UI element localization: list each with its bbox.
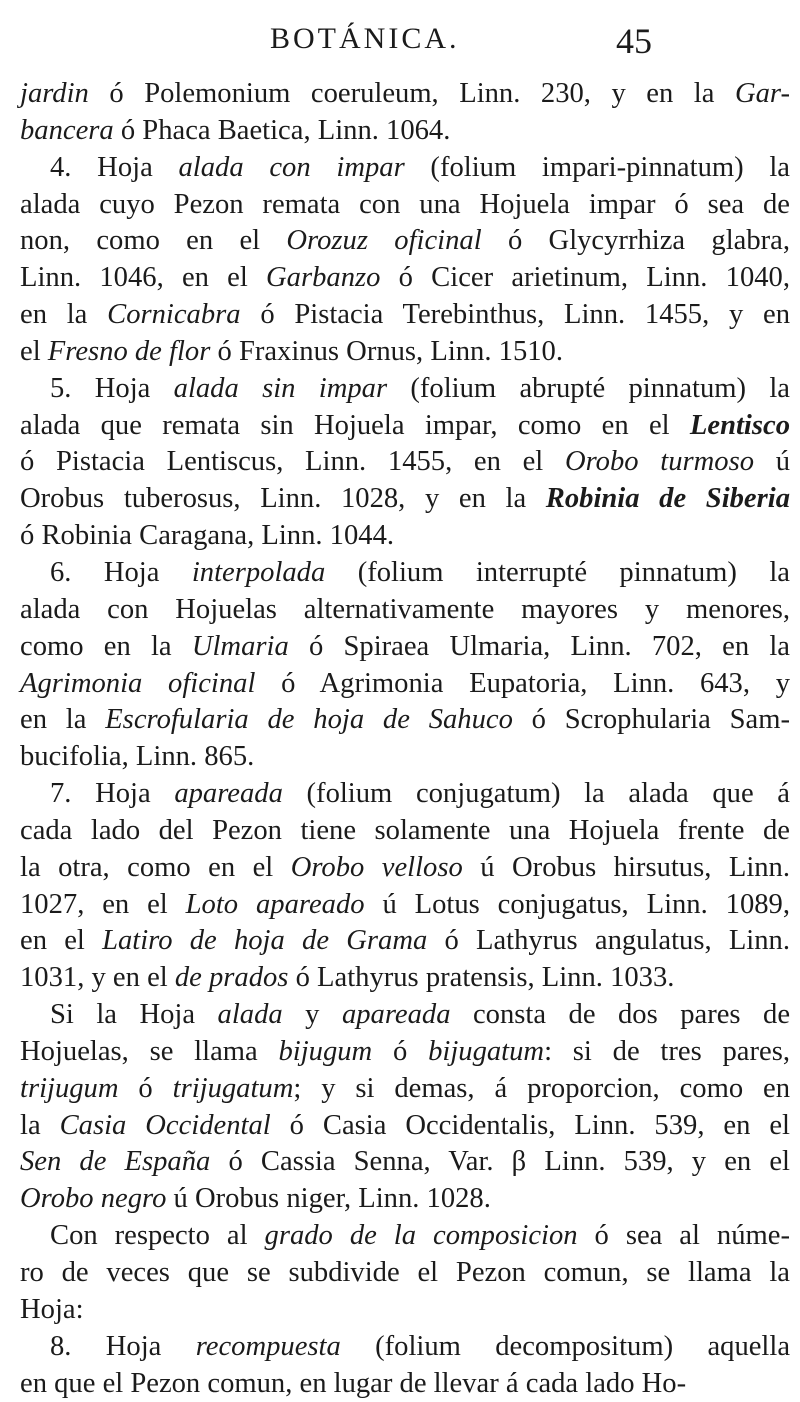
text-run: ó Casia Occidentalis, Linn. 539, en el <box>270 1109 790 1141</box>
text-line <box>20 923 790 960</box>
text-run: ú Orobus niger, Linn. 1028. <box>166 1183 491 1215</box>
book-page <box>20 22 790 1402</box>
text-run: como en la <box>20 630 192 662</box>
text-line <box>20 997 790 1034</box>
text-run: ó Agrimonia Eupatoria, Linn. 643, y <box>255 667 791 699</box>
text-run: 5. Hoja <box>50 372 174 404</box>
botanical-term: bijugum <box>278 1035 373 1067</box>
text-run: Con respecto al <box>50 1220 265 1252</box>
text-run: ú <box>754 446 790 478</box>
text-line <box>20 334 790 371</box>
text-line <box>20 297 790 334</box>
text-line <box>20 1218 790 1255</box>
text-line <box>20 444 790 481</box>
botanical-term: Loto apareado <box>185 888 365 920</box>
text-line <box>20 813 790 850</box>
botanical-term: Orobo negro <box>20 1183 167 1215</box>
text-run: ó <box>118 1072 173 1104</box>
text-run: 7. Hoja <box>50 778 175 810</box>
botanical-term: Orobo velloso <box>290 851 463 883</box>
text-run: cada lado del Pezon tiene solamente una Hojuela frente de <box>20 814 790 846</box>
text-line <box>20 1329 790 1366</box>
text-line <box>20 1255 790 1292</box>
text-run: (folium conjugatum) la alada que á <box>282 778 790 810</box>
text-line <box>20 776 790 813</box>
botanical-term: Cornicabra <box>107 299 241 331</box>
text-run: en la <box>20 299 108 331</box>
botanical-term: alada <box>217 999 283 1031</box>
text-run: en el <box>20 925 103 957</box>
text-run: ó Fraxinus Ornus, Linn. 1510. <box>210 335 563 367</box>
text-run: 8. Hoja <box>50 1330 196 1362</box>
text-run: ó Pistacia Terebinthus, Linn. 1455, y en <box>240 299 791 331</box>
text-line <box>20 887 790 924</box>
text-run: (folium decompositum) aquella <box>340 1330 791 1362</box>
botanical-term: jardin <box>20 78 89 109</box>
body-text <box>20 76 790 1402</box>
text-line <box>20 1366 790 1402</box>
text-run: (folium interrupté pinnatum) la <box>325 556 790 588</box>
botanical-term: Gar- <box>734 78 790 109</box>
text-run: ó <box>372 1035 429 1067</box>
running-head <box>20 22 790 76</box>
text-run: ú Orobus hirsutus, Linn. <box>462 851 791 883</box>
botanical-term: Latiro de hoja de Grama <box>102 925 428 957</box>
text-line <box>20 960 790 997</box>
text-run: ú Lotus conjugatus, Linn. 1089, <box>364 888 790 920</box>
text-run: 1031, y en el <box>20 962 175 994</box>
text-line <box>20 702 790 739</box>
text-run: 6. Hoja <box>50 556 192 588</box>
text-line <box>20 1144 790 1181</box>
text-run: ó Spiraea Ulmaria, Linn. 702, en la <box>288 630 790 662</box>
text-run: alada con Hojuelas alternativamente mayores y menores, <box>20 593 790 625</box>
text-line <box>20 555 790 592</box>
text-run: ó Lathyrus angulatus, Linn. <box>427 925 790 957</box>
text-run: non, como en el <box>20 225 287 257</box>
text-line <box>20 408 790 445</box>
botanical-term: Lentisco <box>689 409 790 441</box>
text-run: ó Polemonium coeruleum, Linn. 230, y en la <box>88 78 735 109</box>
botanical-term: trijugatum <box>172 1072 294 1104</box>
text-run: alada que remata sin Hojuela impar, como en el <box>20 409 690 441</box>
text-run: 1027, en el <box>20 888 186 920</box>
botanical-term: bijugatum <box>428 1035 545 1067</box>
botanical-term: Fresno de flor <box>47 335 211 367</box>
page-number: 45 <box>616 21 652 61</box>
botanical-term: interpolada <box>191 556 326 588</box>
text-run: ó sea al núme- <box>577 1220 790 1252</box>
text-run: ; y si demas, á proporcion, como en <box>293 1072 791 1104</box>
botanical-term: Garbanzo <box>266 262 381 294</box>
text-run: Linn. 1046, en el <box>20 262 267 294</box>
botanical-term: Escrofularia de hoja de Sahuco <box>105 704 513 736</box>
running-title: BOTÁNICA. <box>270 22 460 55</box>
text-run: ó Phaca Baetica, Linn. 1064. <box>113 114 451 146</box>
botanical-term: de prados <box>174 962 289 994</box>
text-run: (folium abrupté pinnatum) la <box>387 372 790 404</box>
text-line <box>20 150 790 187</box>
text-run: ro de veces que se subdivide el Pezon comun, se llama la <box>20 1257 790 1288</box>
text-run: ó Lathyrus pratensis, Linn. 1033. <box>288 962 675 994</box>
botanical-term: Sen de España <box>20 1146 211 1178</box>
botanical-term: Orozuz oficinal <box>286 225 482 257</box>
text-line <box>20 187 790 224</box>
text-run: ó Cicer arietinum, Linn. 1040, <box>380 262 790 294</box>
text-run: 4. Hoja <box>50 151 179 183</box>
botanical-term: apareada <box>174 778 283 810</box>
botanical-term: recompuesta <box>195 1330 341 1362</box>
text-run: Si la Hoja <box>50 999 218 1031</box>
text-line <box>20 629 790 666</box>
botanical-term: apareada <box>341 999 451 1031</box>
text-run: ó Robinia Caragana, Linn. 1044. <box>20 520 395 552</box>
text-line <box>20 592 790 629</box>
text-line <box>20 371 790 408</box>
text-run: la otra, como en el <box>20 851 291 883</box>
text-run: Hojuelas, se llama <box>20 1035 279 1067</box>
text-run: Orobus tuberosus, Linn. 1028, y en la <box>20 483 546 515</box>
text-run: : si de tres pares, <box>544 1035 790 1067</box>
text-line <box>20 260 790 297</box>
text-line <box>20 1071 790 1108</box>
text-run: y <box>282 999 342 1031</box>
text-line <box>20 1292 790 1329</box>
text-run: Hoja: <box>20 1293 84 1325</box>
botanical-term: Robinia de Siberia <box>545 483 790 515</box>
text-line <box>20 739 790 776</box>
text-line <box>20 850 790 887</box>
text-line <box>20 481 790 518</box>
text-line <box>20 76 790 113</box>
text-run: consta de dos pares de <box>450 999 791 1031</box>
text-line <box>20 1108 790 1145</box>
text-run: la <box>20 1109 60 1141</box>
text-run: bucifolia, Linn. 865. <box>20 741 255 773</box>
text-run: (folium impari-pinnatum) la <box>404 151 790 183</box>
text-run: en la <box>20 704 106 736</box>
botanical-term: alada sin impar <box>173 372 388 404</box>
botanical-term: Ulmaria <box>191 630 289 662</box>
text-line <box>20 666 790 703</box>
text-run: ó Scrophularia Sam- <box>512 704 790 736</box>
text-run: el <box>20 335 48 367</box>
botanical-term: Casia Occidental <box>59 1109 271 1141</box>
text-line <box>20 1034 790 1071</box>
botanical-term: alada con impar <box>178 151 405 183</box>
botanical-term: Agrimonia oficinal <box>20 667 256 699</box>
text-run: ó Glycyrrhiza glabra, <box>481 225 790 257</box>
text-run: ó Cassia Senna, Var. β Linn. 539, y en el <box>210 1146 790 1178</box>
botanical-term: trijugum <box>20 1072 119 1104</box>
text-line <box>20 223 790 260</box>
botanical-term: Orobo turmoso <box>564 446 754 478</box>
text-line <box>20 1181 790 1218</box>
text-run: en que el Pezon comun, en lugar de llevar á cada lado Ho- <box>20 1367 687 1399</box>
text-line <box>20 113 790 150</box>
botanical-term: bancera <box>20 114 114 146</box>
text-run: ó Pistacia Lentiscus, Linn. 1455, en el <box>20 446 565 478</box>
botanical-term: grado de la composicion <box>264 1220 578 1252</box>
text-line <box>20 518 790 555</box>
text-run: alada cuyo Pezon remata con una Hojuela impar ó sea de <box>20 188 790 220</box>
